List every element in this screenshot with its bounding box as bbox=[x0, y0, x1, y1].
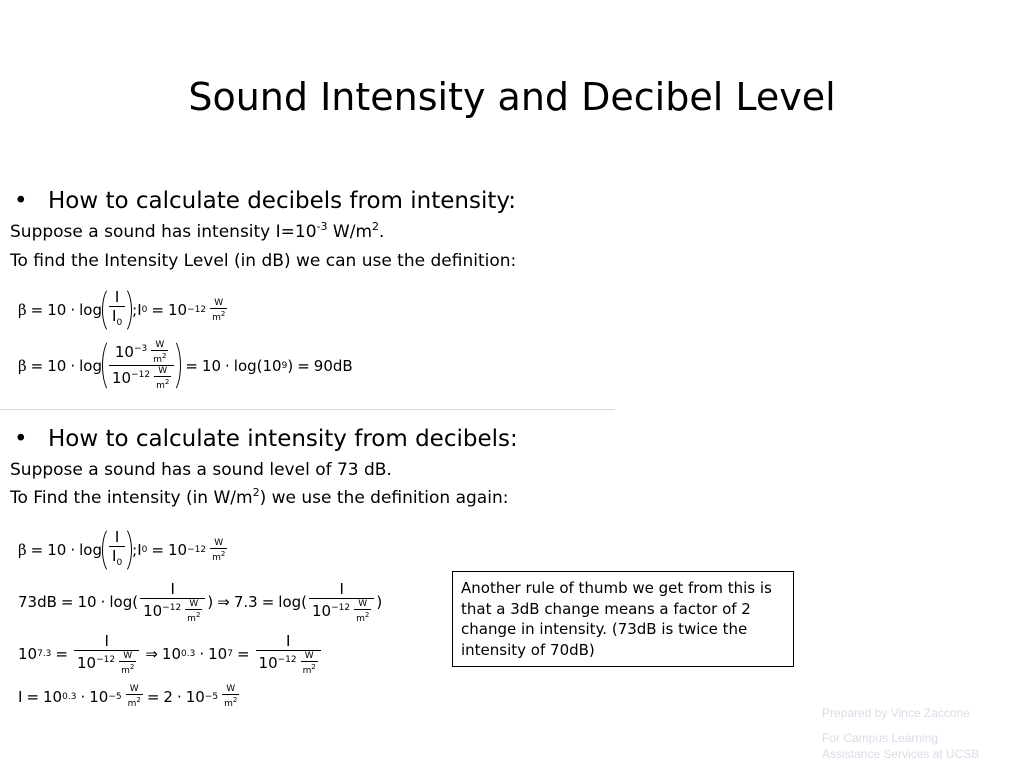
beta-symbol: β bbox=[18, 356, 27, 375]
dot-operator: · bbox=[225, 356, 230, 375]
dot-operator: · bbox=[100, 593, 106, 611]
exponent: −12 bbox=[187, 305, 207, 315]
credit-affiliation-line1: For Campus Learning bbox=[822, 731, 939, 745]
denominator: $10^{-12}$ $\frac{W}{m^2}$ bbox=[74, 650, 139, 676]
exponent: 2 bbox=[252, 486, 260, 499]
base-ten: 10 bbox=[161, 645, 182, 663]
dot-operator: · bbox=[70, 301, 76, 319]
intensity-statement bbox=[10, 220, 384, 244]
equals-sign: = bbox=[30, 541, 44, 559]
intensity-text: Suppose a sound has intensity I=10 bbox=[10, 222, 317, 242]
exponent: 2 bbox=[372, 220, 380, 233]
reference-intensity: I bbox=[137, 541, 142, 559]
equation-definition-1 bbox=[18, 286, 227, 334]
dot-operator: · bbox=[176, 687, 182, 706]
coefficient: 10 bbox=[47, 541, 67, 559]
base-ten: 10 bbox=[43, 687, 63, 706]
ratio-fraction bbox=[109, 528, 125, 572]
coefficient: 2 bbox=[163, 687, 173, 706]
numerator: I bbox=[170, 580, 175, 598]
subscript: 0 bbox=[141, 305, 148, 315]
log-function: log( bbox=[278, 593, 308, 611]
credit-prepared-by: Prepared by Vince Zaccone bbox=[822, 706, 970, 720]
denominator: $I_0$ bbox=[109, 546, 125, 572]
coefficient: 10 bbox=[47, 356, 67, 375]
close-paren: ) bbox=[207, 593, 214, 611]
log-function: log( bbox=[109, 593, 139, 611]
coefficient: 10 bbox=[47, 301, 67, 319]
equals-sign: = bbox=[236, 645, 250, 663]
denominator: $10^{-12}$ $\frac{W}{m^2}$ bbox=[140, 598, 205, 624]
base-ten: 10 bbox=[167, 541, 188, 559]
equals-sign: = bbox=[151, 541, 164, 559]
equals-sign: = bbox=[185, 356, 198, 375]
numerator: I bbox=[339, 580, 344, 598]
numerator: I bbox=[114, 288, 120, 306]
unit-text: W/m bbox=[327, 222, 373, 242]
sound-level-statement: Suppose a sound has a sound level of 73 dB. bbox=[10, 460, 392, 480]
implies-arrow: ⇒ bbox=[145, 645, 158, 663]
base-ten: 10 bbox=[89, 687, 109, 706]
dot-operator: · bbox=[199, 645, 205, 663]
period: . bbox=[379, 222, 385, 242]
exponent: −12 bbox=[187, 545, 207, 555]
unit-fraction: $\frac{W}{m^2}$ bbox=[127, 684, 141, 709]
result-value: 90dB bbox=[313, 356, 353, 375]
definition-text: To Find the intensity (in W/m bbox=[10, 488, 253, 508]
base-ten: 10 bbox=[167, 301, 188, 319]
bullet-intensity-from-decibels bbox=[14, 424, 518, 454]
ratio-fraction bbox=[109, 340, 174, 391]
definition-text-end: ) we use the definition again: bbox=[259, 488, 509, 508]
semicolon: ; bbox=[132, 541, 138, 559]
ratio-fraction bbox=[109, 288, 125, 332]
equals-sign: = bbox=[151, 301, 164, 319]
exponent: 7.3 bbox=[37, 649, 52, 659]
ratio-fraction bbox=[256, 632, 321, 676]
bullet-dot: • bbox=[14, 426, 28, 452]
equation-definition-2 bbox=[18, 526, 227, 574]
denominator: $10^{-12}$ $\frac{W}{m^2}$ bbox=[309, 598, 374, 624]
log-function: log bbox=[79, 541, 102, 559]
log-function: log bbox=[79, 356, 102, 375]
subscript: 0 bbox=[141, 545, 148, 555]
ratio-fraction bbox=[74, 632, 139, 676]
coefficient: 10 bbox=[201, 356, 222, 375]
ratio-fraction bbox=[309, 580, 374, 624]
reference-intensity: I bbox=[137, 301, 142, 319]
equals-sign: = bbox=[30, 356, 44, 375]
semicolon: ; bbox=[132, 301, 138, 319]
numerator: I bbox=[285, 632, 291, 650]
denominator: $10^{-12}$ $\frac{W}{m^2}$ bbox=[256, 650, 321, 676]
exponent: 0.3 bbox=[181, 649, 196, 659]
credit-affiliation-line2: Assistance Services at UCSB bbox=[822, 747, 980, 761]
bullet-decibels-from-intensity bbox=[14, 186, 516, 216]
value: 7.3 bbox=[233, 593, 258, 611]
rule-of-thumb-callout: Another rule of thumb we get from this is that a 3dB change means a factor of 2 change in intensity. (73dB is twice the intensity of 70dB) bbox=[452, 571, 794, 667]
unit-fraction: W $m^2$ bbox=[212, 297, 226, 323]
equation-final-result bbox=[18, 684, 239, 709]
exponent: 0.3 bbox=[62, 691, 77, 702]
denominator: $10^{-12}$ $\frac{W}{m^2}$ bbox=[109, 365, 174, 391]
numerator: $10^{-3}$ $\frac{W}{m^2}$ bbox=[114, 340, 167, 365]
log-function: log bbox=[79, 301, 102, 319]
numerator: I bbox=[114, 528, 120, 546]
intensity-symbol: I bbox=[18, 687, 23, 706]
equation-solve-step-1 bbox=[18, 580, 382, 624]
unit-fraction: W $m^2$ bbox=[224, 684, 238, 709]
equation-calculation-1 bbox=[18, 338, 353, 393]
sound-level-value: 73dB bbox=[18, 593, 57, 611]
bullet-dot: • bbox=[14, 188, 28, 214]
close-paren: ) bbox=[287, 356, 294, 375]
equals-sign: = bbox=[261, 593, 275, 611]
equals-sign: = bbox=[297, 356, 310, 375]
parenthesis-group bbox=[102, 338, 181, 393]
equals-sign: = bbox=[30, 301, 44, 319]
parenthesis-group bbox=[102, 286, 132, 334]
base-ten: 10 bbox=[18, 645, 38, 663]
beta-symbol: β bbox=[18, 301, 27, 319]
exponent: -3 bbox=[316, 220, 328, 233]
exponent: 7 bbox=[227, 649, 233, 659]
exponent: −5 bbox=[204, 691, 219, 702]
denominator: $I_0$ bbox=[109, 306, 125, 332]
equals-sign: = bbox=[60, 593, 74, 611]
beta-symbol: β bbox=[18, 541, 27, 559]
equals-sign: = bbox=[55, 645, 68, 663]
equation-solve-step-2 bbox=[18, 632, 323, 676]
bullet-text: How to calculate decibels from intensity: bbox=[48, 188, 517, 214]
definition-statement: To find the Intensity Level (in dB) we can use the definition: bbox=[10, 251, 517, 271]
section-divider bbox=[0, 409, 615, 410]
equals-sign: = bbox=[146, 687, 160, 706]
ratio-fraction bbox=[140, 580, 205, 624]
coefficient: 10 bbox=[77, 593, 97, 611]
numerator: I bbox=[104, 632, 109, 650]
dot-operator: · bbox=[70, 356, 76, 375]
implies-arrow: ⇒ bbox=[217, 593, 230, 611]
exponent: −5 bbox=[108, 691, 122, 702]
log-expression: log(10 bbox=[233, 356, 282, 375]
bullet-text: How to calculate intensity from decibels: bbox=[48, 426, 518, 452]
dot-operator: · bbox=[70, 541, 76, 559]
close-paren: ) bbox=[376, 593, 383, 611]
dot-operator: · bbox=[80, 687, 86, 706]
parenthesis-group bbox=[102, 526, 132, 574]
definition-again-statement bbox=[10, 486, 508, 510]
base-ten: 10 bbox=[185, 687, 205, 706]
slide-title: Sound Intensity and Decibel Level bbox=[188, 75, 836, 119]
exponent: 9 bbox=[281, 360, 288, 371]
unit-fraction: W $m^2$ bbox=[212, 537, 226, 563]
equals-sign: = bbox=[26, 687, 40, 706]
base-ten: 10 bbox=[208, 645, 228, 663]
